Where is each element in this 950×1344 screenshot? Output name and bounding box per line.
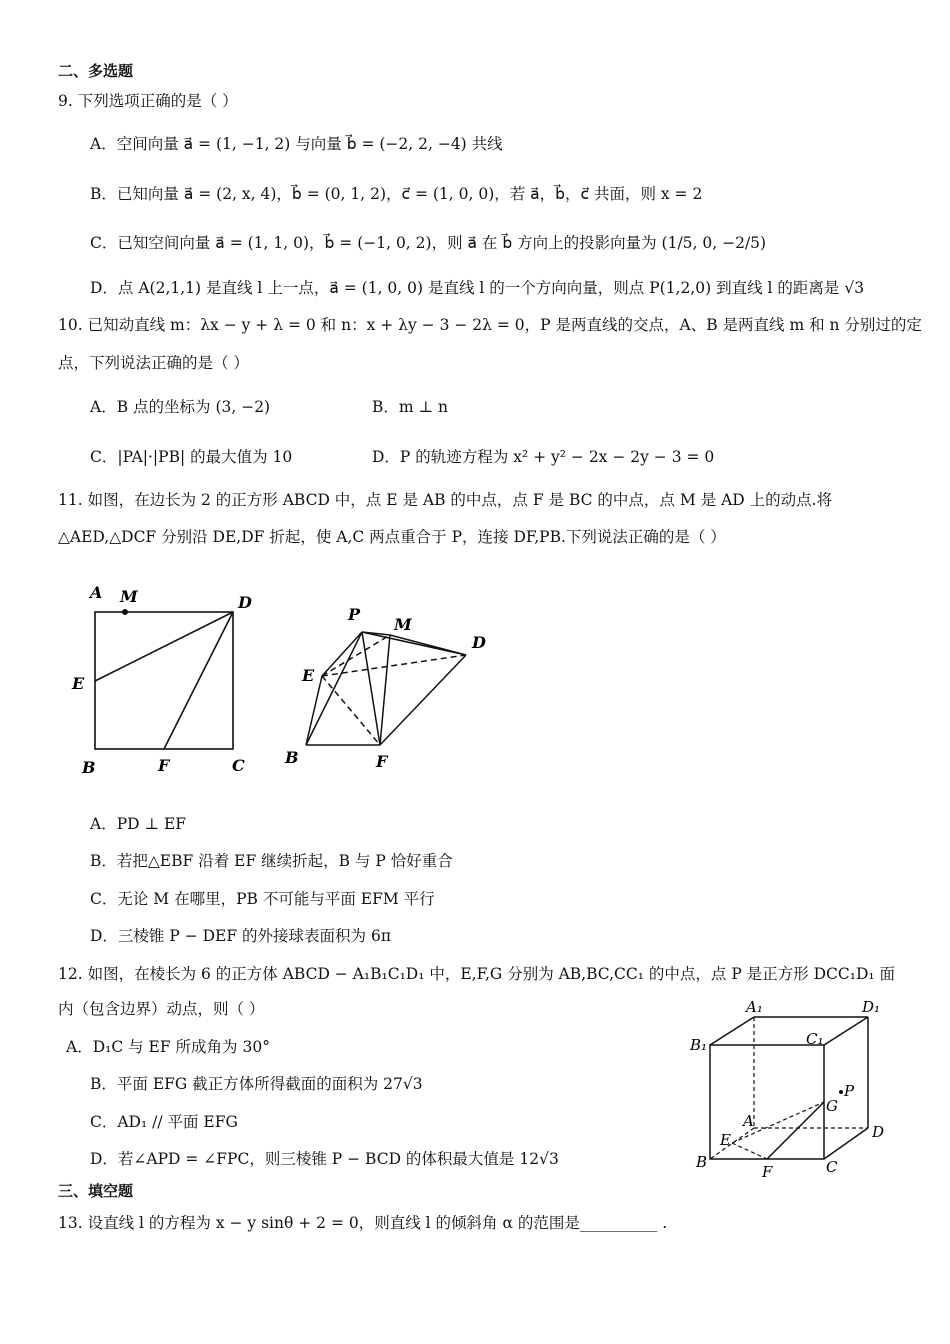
question-10-option-a: A．B 点的坐标为 (3, −2)	[90, 398, 271, 416]
label-m2: M	[394, 615, 412, 634]
label-g: G	[826, 1097, 838, 1115]
edge-em	[322, 635, 390, 676]
edge-ed	[322, 655, 466, 676]
edge-pb	[306, 632, 362, 745]
label-e2: E	[302, 666, 315, 685]
question-10-stem-line2: 点，下列说法正确的是（ ）	[58, 354, 249, 372]
question-12-option-d: D．若∠APD = ∠FPC，则三棱锥 P − BCD 的体积最大值是 12√3	[90, 1150, 559, 1168]
question-9-option-a: A．空间向量 a⃗ = (1, −1, 2) 与向量 b⃗ = (−2, 2, −4) 共线	[90, 135, 503, 153]
label-b1: B₁	[690, 1036, 708, 1054]
label-d3: D	[872, 1123, 885, 1141]
edge-cd	[824, 1128, 868, 1159]
section-title-multiple-choice: 二、多选题	[58, 62, 134, 80]
label-e3: E	[720, 1131, 731, 1149]
segment-fd	[164, 612, 233, 749]
question-9-option-b: B．已知向量 a⃗ = (2, x, 4)，b⃗ = (0, 1, 2)，c⃗ = (1, 0, 0)，若 a⃗，b⃗，c⃗ 共面，则 x = 2	[90, 185, 703, 203]
question-9-stem: 9. 下列选项正确的是（ ）	[58, 92, 238, 110]
question-13-stem: 13. 设直线 l 的方程为 x − y sinθ + 2 = 0，则直线 l 的倾斜角 α 的范围是__________ .	[58, 1214, 668, 1232]
label-c: C	[232, 756, 245, 775]
label-c1: C₁	[806, 1030, 824, 1048]
edge-mf	[380, 635, 390, 745]
label-a1: A₁	[746, 998, 763, 1016]
question-9-option-c: C．已知空间向量 a⃗ = (1, 1, 0)，b⃗ = (−1, 0, 2)，则 a⃗ 在 b⃗ 方向上的投影向量为 (1/5, 0, −2/5)	[90, 234, 767, 252]
question-11-stem-line2: △AED,△DCF 分别沿 DE,DF 折起，使 A,C 两点重合于 P，连接 DF,PB.下列说法正确的是（ ）	[58, 528, 726, 546]
question-12-option-b: B．平面 EFG 截正方体所得截面的面积为 27√3	[90, 1075, 423, 1093]
question-11-option-a: A．PD ⊥ EF	[90, 815, 187, 833]
edge-c1d1	[824, 1017, 868, 1045]
question-10-option-d: D．P 的轨迹方程为 x² + y² − 2x − 2y − 3 = 0	[372, 448, 715, 466]
question-10-option-b: B．m ⊥ n	[372, 398, 449, 416]
edge-md	[390, 635, 466, 655]
point-p-dot	[839, 1090, 843, 1094]
label-f: F	[158, 756, 170, 775]
question-9-option-d: D．点 A(2,1,1) 是直线 l 上一点，a⃗ = (1, 0, 0) 是直线 l 的一个方向向量，则点 P(1,2,0) 到直线 l 的距离是 √3	[90, 279, 865, 297]
question-11-option-b: B．若把△EBF 沿着 EF 继续折起，B 与 P 恰好重合	[90, 852, 453, 870]
question-10-option-c: C．|PA|·|PB| 的最大值为 10	[90, 448, 293, 466]
label-a3: A	[743, 1112, 754, 1130]
segment-ed	[95, 612, 233, 681]
section-title-fill-in: 三、填空题	[58, 1182, 134, 1200]
label-f3: F	[762, 1163, 773, 1181]
segment-fg	[767, 1102, 824, 1159]
point-m-dot	[122, 609, 128, 615]
label-f2: F	[376, 752, 388, 771]
segment-ef	[732, 1143, 767, 1159]
label-b3: B	[696, 1153, 708, 1171]
edge-eb	[306, 676, 322, 745]
label-p: P	[348, 605, 361, 624]
question-10-stem-line1: 10. 已知动直线 m：λx − y + λ = 0 和 n：x + λy − 3 − 2λ = 0，P 是两直线的交点，A、B 是两直线 m 和 n 分别过的定	[58, 316, 922, 334]
cube-figure	[680, 1000, 900, 1190]
square-outline	[95, 612, 233, 749]
label-d: D	[238, 593, 252, 612]
question-12-option-a: A．D₁C 与 EF 所成角为 30°	[66, 1038, 270, 1056]
label-e: E	[72, 674, 85, 693]
label-b2: B	[285, 748, 299, 767]
label-m: M	[120, 587, 138, 606]
edge-fd	[380, 655, 466, 745]
label-b: B	[82, 758, 96, 777]
question-12-option-c: C．AD₁ // 平面 EFG	[90, 1113, 238, 1131]
label-d1: D₁	[862, 998, 881, 1016]
edge-b1a1	[710, 1017, 754, 1045]
question-12-stem-line1: 12. 如图，在棱长为 6 的正方体 ABCD − A₁B₁C₁D₁ 中，E,F,G 分别为 AB,BC,CC₁ 的中点，点 P 是正方形 DCC₁D₁ 面	[58, 965, 896, 983]
label-p3: P	[844, 1082, 855, 1100]
edge-pe	[322, 632, 362, 676]
question-11-stem-line1: 11. 如图，在边长为 2 的正方形 ABCD 中，点 E 是 AB 的中点，点 F 是 BC 的中点，点 M 是 AD 上的动点.将	[58, 491, 833, 509]
question-11-option-d: D．三棱锥 P − DEF 的外接球表面积为 6π	[90, 927, 392, 945]
square-abcd-figure	[60, 580, 280, 790]
question-12-stem-line2: 内（包含边界）动点，则（ ）	[58, 1000, 265, 1018]
label-d2: D	[472, 633, 486, 652]
label-c3: C	[826, 1158, 838, 1176]
edge-pf	[362, 632, 380, 745]
question-11-option-c: C．无论 M 在哪里，PB 不可能与平面 EFM 平行	[90, 890, 435, 908]
label-a: A	[90, 583, 103, 602]
folded-pyramid-figure	[280, 595, 510, 785]
